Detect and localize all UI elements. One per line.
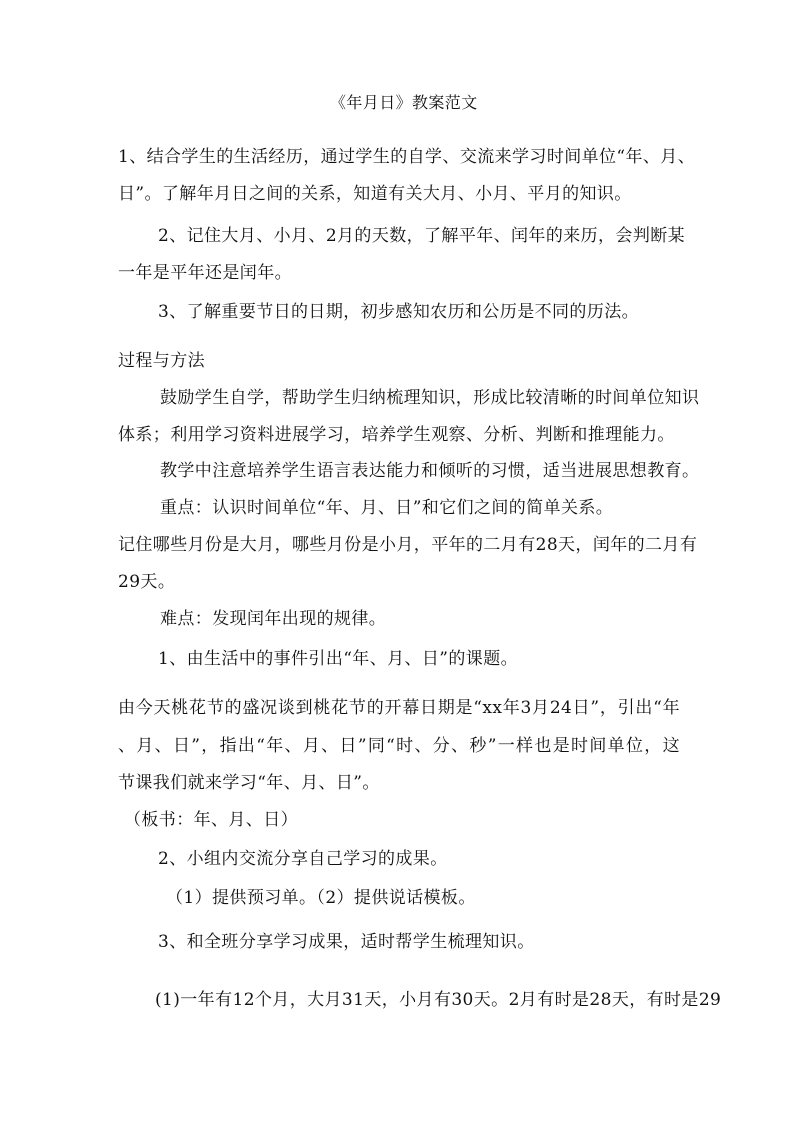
section-heading: 过程与方法: [118, 351, 205, 371]
paragraph-line: （板书：年、月、日）: [124, 810, 298, 830]
paragraph-line: 体系；利用学习资料进展学习，培养学生观察、分析、判断和推理能力。: [118, 425, 675, 445]
document-title: 《年月日》教案范文: [330, 93, 478, 112]
paragraph-line: 3、了解重要节日的日期，初步感知农历和公历是不同的历法。: [158, 302, 640, 322]
paragraph-line: 3、和全班分享学习成果，适时帮学生梳理知识。: [158, 932, 535, 952]
paragraph-line: 节课我们就来学习“年、月、日”。: [118, 773, 380, 793]
paragraph-line: 鼓励学生自学，帮助学生归纳梳理知识，形成比较清晰的时间单位知识: [160, 388, 700, 408]
paragraph-line: 教学中注意培养学生语言表达能力和倾听的习惯，适当进展思想教育。: [160, 461, 700, 481]
paragraph-line: 1、由生活中的事件引出“年、月、日”的课题。: [158, 649, 518, 669]
paragraph-line: 2、小组内交流分享自己学习的成果。: [158, 849, 448, 869]
paragraph-line: 一年是平年还是闰年。: [118, 263, 292, 283]
difficulty-line: 难点：发现闰年出现的规律。: [160, 609, 387, 629]
paragraph-line: 2、记住大月、小月、2月的天数，了解平年、闰年的来历，会判断某: [158, 226, 686, 246]
paragraph-line: 29天。: [118, 572, 176, 592]
paragraph-line: 由今天桃花节的盛况谈到桃花节的开幕日期是“xx年3月24日”，引出“年: [118, 698, 680, 718]
paragraph-line: (1)一年有12个月，大月31天，小月有30天。2月有时是28天，有时是29: [155, 990, 722, 1010]
paragraph-line: 日”。了解年月日之间的关系，知道有关大月、小月、平月的知识。: [118, 184, 632, 204]
paragraph-line: （1）提供预习单。（2）提供说话模板。: [166, 888, 476, 908]
key-point-line: 重点：认识时间单位“年、月、日”和它们之间的简单关系。: [160, 498, 614, 518]
paragraph-line: 记住哪些月份是大月，哪些月份是小月，平年的二月有28天，闰年的二月有: [118, 535, 698, 555]
paragraph-line: 、月、日”，指出“年、月、日”同“时、分、秒”一样也是时间单位，这: [118, 736, 680, 756]
paragraph-line: 1、结合学生的生活经历，通过学生的自学、交流来学习时间单位“年、月、: [118, 147, 696, 167]
